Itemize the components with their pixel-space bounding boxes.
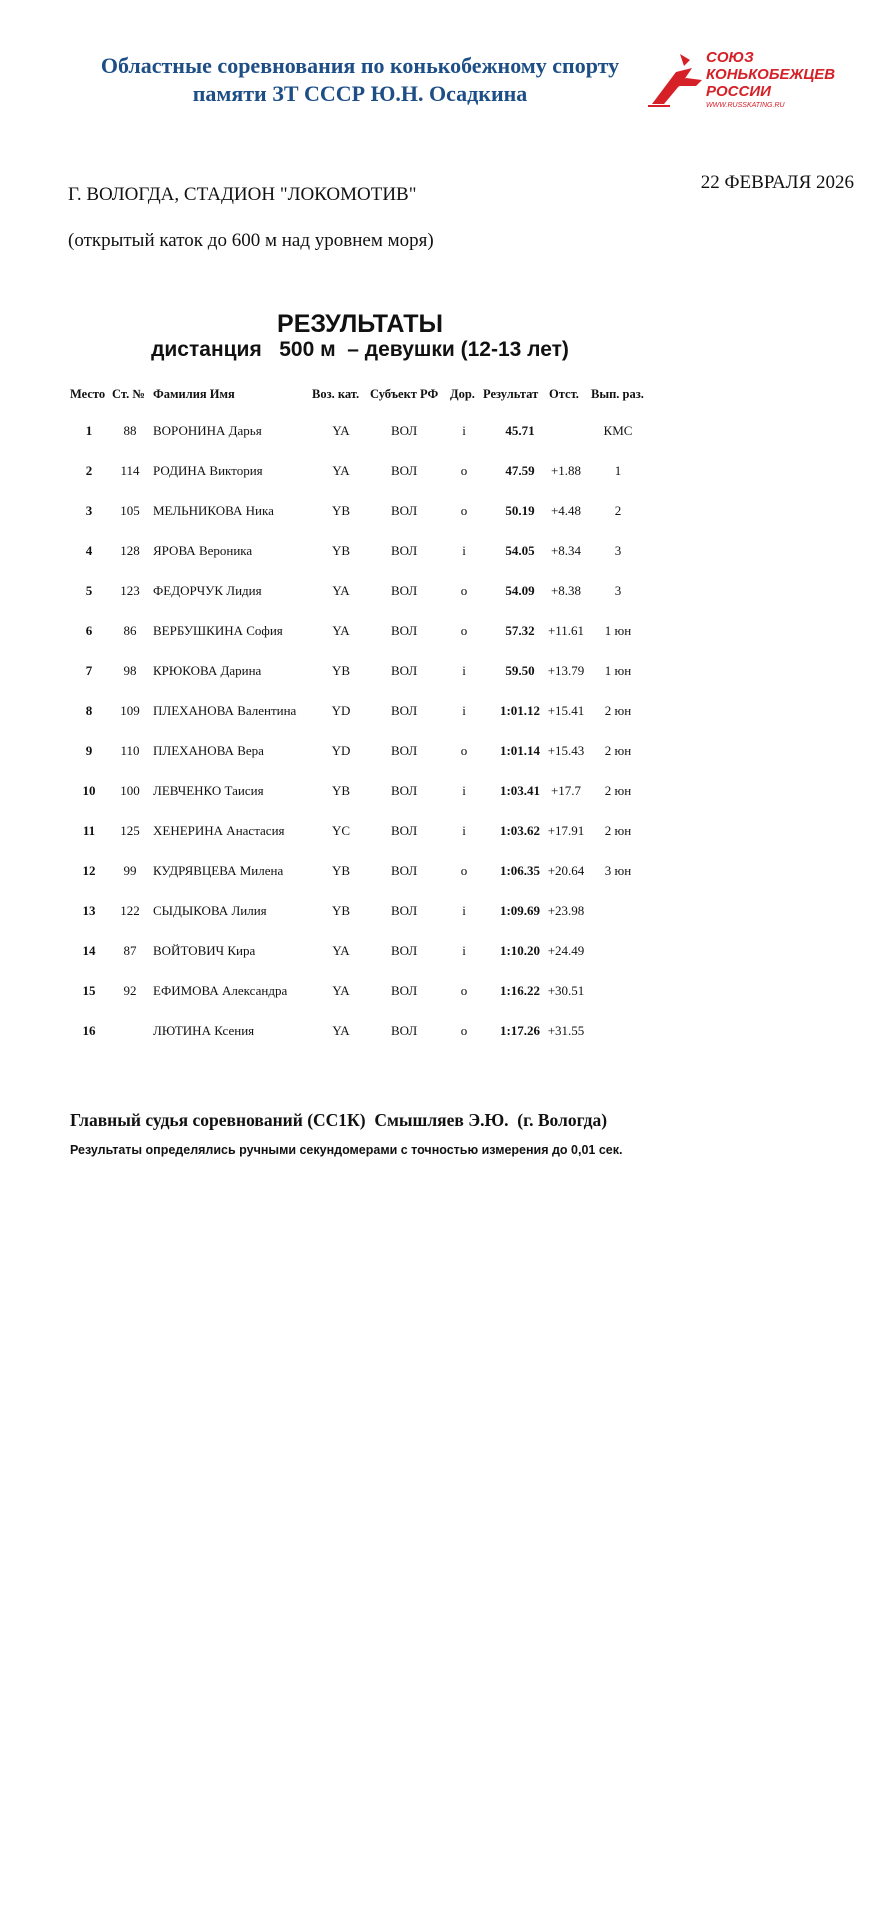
cell-number: 88 bbox=[123, 423, 137, 438]
cell-number: 100 bbox=[120, 783, 140, 798]
table-row bbox=[0, 895, 886, 935]
cell-lane: o bbox=[460, 463, 468, 478]
cell-region: ВОЛ bbox=[391, 703, 418, 718]
cell-lane: o bbox=[460, 863, 468, 878]
cell-result: 54.05 bbox=[505, 543, 535, 558]
logo-text-line2: КОНЬКОБЕЖЦЕВ bbox=[706, 66, 836, 83]
table-row bbox=[0, 575, 886, 615]
cell-name: ВОРОНИНА Дарья bbox=[153, 423, 262, 438]
cell-gap: +15.41 bbox=[547, 703, 585, 718]
cell-lane: o bbox=[460, 583, 468, 598]
cell-number: 110 bbox=[120, 743, 140, 758]
cell-rank: 2 юн bbox=[604, 823, 632, 838]
cell-name: ФЕДОРЧУК Лидия bbox=[153, 583, 262, 598]
cell-gap: +4.48 bbox=[550, 503, 582, 518]
cell-result: 50.19 bbox=[505, 503, 535, 518]
rink-info: (открытый каток до 600 м над уровнем моря) bbox=[68, 230, 434, 251]
competition-date: 22 ФЕВРАЛЯ 2026 bbox=[700, 172, 854, 193]
cell-name: ЕФИМОВА Александра bbox=[153, 983, 288, 998]
cell-result: 47.59 bbox=[505, 463, 535, 478]
cell-region: ВОЛ bbox=[391, 743, 418, 758]
cell-age-category: YB bbox=[331, 783, 351, 798]
cell-place: 10 bbox=[82, 783, 96, 798]
cell-gap: +13.79 bbox=[547, 663, 585, 678]
table-row bbox=[0, 775, 886, 815]
cell-number: 98 bbox=[123, 663, 137, 678]
cell-age-category: YA bbox=[332, 983, 350, 998]
cell-name: ЛЕВЧЕНКО Таисия bbox=[153, 783, 264, 798]
cell-rank: 2 bbox=[614, 503, 622, 518]
cell-rank: КМС bbox=[603, 423, 633, 438]
table-row bbox=[0, 495, 886, 535]
table-row bbox=[0, 455, 886, 495]
cell-place: 15 bbox=[82, 983, 96, 998]
cell-lane: i bbox=[462, 663, 466, 678]
logo-url: WWW.RUSSKATING.RU bbox=[706, 102, 785, 109]
cell-place: 5 bbox=[85, 583, 93, 598]
cell-result: 1:06.35 bbox=[499, 863, 541, 878]
table-row bbox=[0, 1015, 886, 1055]
cell-gap: +15.43 bbox=[547, 743, 585, 758]
cell-gap: +30.51 bbox=[547, 983, 585, 998]
cell-gap: +24.49 bbox=[547, 943, 585, 958]
cell-number: 122 bbox=[120, 903, 140, 918]
logo-text-line1: СОЮЗ bbox=[706, 49, 754, 66]
cell-result: 1:09.69 bbox=[499, 903, 541, 918]
cell-result: 1:01.14 bbox=[499, 743, 541, 758]
cell-name: ХЕНЕРИНА Анастасия bbox=[153, 823, 285, 838]
cell-result: 1:03.62 bbox=[499, 823, 541, 838]
cell-age-category: YA bbox=[332, 943, 350, 958]
cell-age-category: YB bbox=[331, 863, 351, 878]
cell-rank: 1 юн bbox=[604, 623, 632, 638]
header-rank: Вып. раз. bbox=[591, 387, 644, 401]
table-row bbox=[0, 695, 886, 735]
cell-region: ВОЛ bbox=[391, 503, 418, 518]
cell-lane: i bbox=[462, 543, 466, 558]
cell-lane: i bbox=[462, 703, 466, 718]
cell-age-category: YA bbox=[332, 423, 350, 438]
timing-note: Результаты определялись ручными секундомерами с точностью измерения до 0,01 сек. bbox=[70, 1143, 623, 1157]
table-row bbox=[0, 615, 886, 655]
cell-age-category: YA bbox=[332, 623, 350, 638]
cell-lane: i bbox=[462, 823, 466, 838]
cell-gap: +31.55 bbox=[547, 1023, 585, 1038]
header-number: Ст. № bbox=[112, 387, 145, 401]
cell-rank: 2 юн bbox=[604, 703, 632, 718]
results-subtitle: дистанция 500 м – девушки (12-13 лет) bbox=[151, 338, 569, 361]
cell-gap: +23.98 bbox=[547, 903, 585, 918]
cell-rank: 1 bbox=[614, 463, 622, 478]
cell-result: 54.09 bbox=[505, 583, 535, 598]
cell-place: 8 bbox=[85, 703, 93, 718]
cell-place: 4 bbox=[85, 543, 93, 558]
venue: Г. ВОЛОГДА, СТАДИОН "ЛОКОМОТИВ" bbox=[68, 184, 417, 205]
cell-name: КУДРЯВЦЕВА Милена bbox=[153, 863, 284, 878]
cell-place: 1 bbox=[85, 423, 93, 438]
cell-place: 13 bbox=[82, 903, 96, 918]
cell-number: 109 bbox=[120, 703, 140, 718]
cell-result: 1:16.22 bbox=[499, 983, 541, 998]
cell-gap: +1.88 bbox=[550, 463, 582, 478]
cell-number: 92 bbox=[123, 983, 137, 998]
cell-age-category: YA bbox=[332, 1023, 350, 1038]
table-row bbox=[0, 415, 886, 455]
cell-lane: o bbox=[460, 623, 468, 638]
cell-age-category: YD bbox=[331, 743, 351, 758]
cell-lane: o bbox=[460, 983, 468, 998]
cell-name: ЛЮТИНА Ксения bbox=[153, 1023, 255, 1038]
cell-age-category: YB bbox=[331, 503, 351, 518]
cell-name: МЕЛЬНИКОВА Ника bbox=[153, 503, 274, 518]
cell-region: ВОЛ bbox=[391, 783, 418, 798]
cell-name: ВЕРБУШКИНА София bbox=[153, 623, 283, 638]
cell-place: 6 bbox=[85, 623, 93, 638]
cell-number: 125 bbox=[120, 823, 140, 838]
cell-name: ПЛЕХАНОВА Валентина bbox=[153, 703, 297, 718]
cell-gap: +20.64 bbox=[547, 863, 585, 878]
cell-lane: i bbox=[462, 423, 466, 438]
header-gap: Отст. bbox=[549, 387, 579, 401]
cell-result: 45.71 bbox=[505, 423, 535, 438]
cell-name: КРЮКОВА Дарина bbox=[153, 663, 262, 678]
cell-number: 105 bbox=[120, 503, 140, 518]
cell-age-category: YD bbox=[331, 703, 351, 718]
cell-rank: 1 юн bbox=[604, 663, 632, 678]
cell-lane: o bbox=[460, 743, 468, 758]
cell-rank: 3 юн bbox=[604, 863, 632, 878]
cell-result: 57.32 bbox=[505, 623, 535, 638]
cell-result: 1:01.12 bbox=[499, 703, 541, 718]
cell-number: 87 bbox=[123, 943, 137, 958]
cell-lane: i bbox=[462, 903, 466, 918]
cell-rank: 2 юн bbox=[604, 743, 632, 758]
table-header bbox=[0, 387, 886, 407]
results-title: РЕЗУЛЬТАТЫ bbox=[277, 310, 443, 338]
cell-place: 14 bbox=[82, 943, 96, 958]
cell-rank: 2 юн bbox=[604, 783, 632, 798]
cell-name: ЯРОВА Вероника bbox=[153, 543, 253, 558]
cell-region: ВОЛ bbox=[391, 823, 418, 838]
cell-number: 99 bbox=[123, 863, 137, 878]
table-row bbox=[0, 975, 886, 1015]
chief-judge: Главный судья соревнований (СС1К) Смышляев Э.Ю. (г. Вологда) bbox=[70, 1110, 608, 1130]
table-row bbox=[0, 655, 886, 695]
cell-gap: +17.91 bbox=[547, 823, 585, 838]
table-row bbox=[0, 935, 886, 975]
cell-result: 1:03.41 bbox=[499, 783, 541, 798]
cell-region: ВОЛ bbox=[391, 583, 418, 598]
cell-lane: o bbox=[460, 1023, 468, 1038]
cell-name: СЫДЫКОВА Лилия bbox=[153, 903, 267, 918]
logo-text-line3: РОССИИ bbox=[706, 83, 771, 100]
cell-region: ВОЛ bbox=[391, 983, 418, 998]
cell-age-category: YB bbox=[331, 543, 351, 558]
cell-lane: i bbox=[462, 943, 466, 958]
header-age-category: Воз. кат. bbox=[312, 387, 360, 401]
cell-region: ВОЛ bbox=[391, 943, 418, 958]
cell-age-category: YA bbox=[332, 463, 350, 478]
cell-place: 11 bbox=[82, 823, 96, 838]
cell-result: 59.50 bbox=[505, 663, 535, 678]
table-row bbox=[0, 735, 886, 775]
cell-number: 123 bbox=[120, 583, 140, 598]
cell-region: ВОЛ bbox=[391, 423, 418, 438]
cell-age-category: YA bbox=[332, 583, 350, 598]
cell-region: ВОЛ bbox=[391, 903, 418, 918]
cell-number: 114 bbox=[120, 463, 140, 478]
cell-gap: +11.61 bbox=[547, 623, 585, 638]
competition-title bbox=[60, 52, 660, 108]
table-row bbox=[0, 855, 886, 895]
competition-title-line1: Областные соревнования по конькобежному спорту bbox=[100, 53, 620, 78]
cell-place: 9 bbox=[85, 743, 93, 758]
header-region: Субъект РФ bbox=[370, 387, 439, 401]
cell-age-category: YC bbox=[331, 823, 351, 838]
cell-name: РОДИНА Виктория bbox=[153, 463, 263, 478]
header-lane: Дор. bbox=[450, 387, 475, 401]
cell-result: 1:17.26 bbox=[499, 1023, 541, 1038]
cell-name: ПЛЕХАНОВА Вера bbox=[153, 743, 264, 758]
cell-gap: +8.38 bbox=[550, 583, 582, 598]
cell-region: ВОЛ bbox=[391, 543, 418, 558]
cell-name: ВОЙТОВИЧ Кира bbox=[153, 943, 256, 958]
cell-place: 3 bbox=[85, 503, 93, 518]
cell-number: 86 bbox=[123, 623, 137, 638]
cell-age-category: YB bbox=[331, 663, 351, 678]
cell-lane: i bbox=[462, 783, 466, 798]
header-name: Фамилия Имя bbox=[153, 387, 235, 401]
cell-region: ВОЛ bbox=[391, 663, 418, 678]
cell-gap: +8.34 bbox=[550, 543, 582, 558]
cell-lane: o bbox=[460, 503, 468, 518]
skating-union-logo bbox=[646, 48, 866, 120]
table-row bbox=[0, 535, 886, 575]
skater-icon bbox=[646, 50, 708, 108]
header-result: Результат bbox=[483, 387, 539, 401]
cell-place: 16 bbox=[82, 1023, 96, 1038]
cell-region: ВОЛ bbox=[391, 863, 418, 878]
cell-region: ВОЛ bbox=[391, 623, 418, 638]
cell-region: ВОЛ bbox=[391, 463, 418, 478]
cell-region: ВОЛ bbox=[391, 1023, 418, 1038]
cell-number: 128 bbox=[120, 543, 140, 558]
cell-gap: +17.7 bbox=[550, 783, 582, 798]
competition-title-line2: памяти ЗТ СССР Ю.Н. Осадкина bbox=[192, 81, 528, 106]
cell-age-category: YB bbox=[331, 903, 351, 918]
header-place: Место bbox=[70, 387, 106, 401]
cell-place: 7 bbox=[85, 663, 93, 678]
table-row bbox=[0, 815, 886, 855]
cell-rank: 3 bbox=[614, 583, 622, 598]
cell-place: 2 bbox=[85, 463, 93, 478]
cell-place: 12 bbox=[82, 863, 96, 878]
cell-result: 1:10.20 bbox=[499, 943, 541, 958]
cell-rank: 3 bbox=[614, 543, 622, 558]
